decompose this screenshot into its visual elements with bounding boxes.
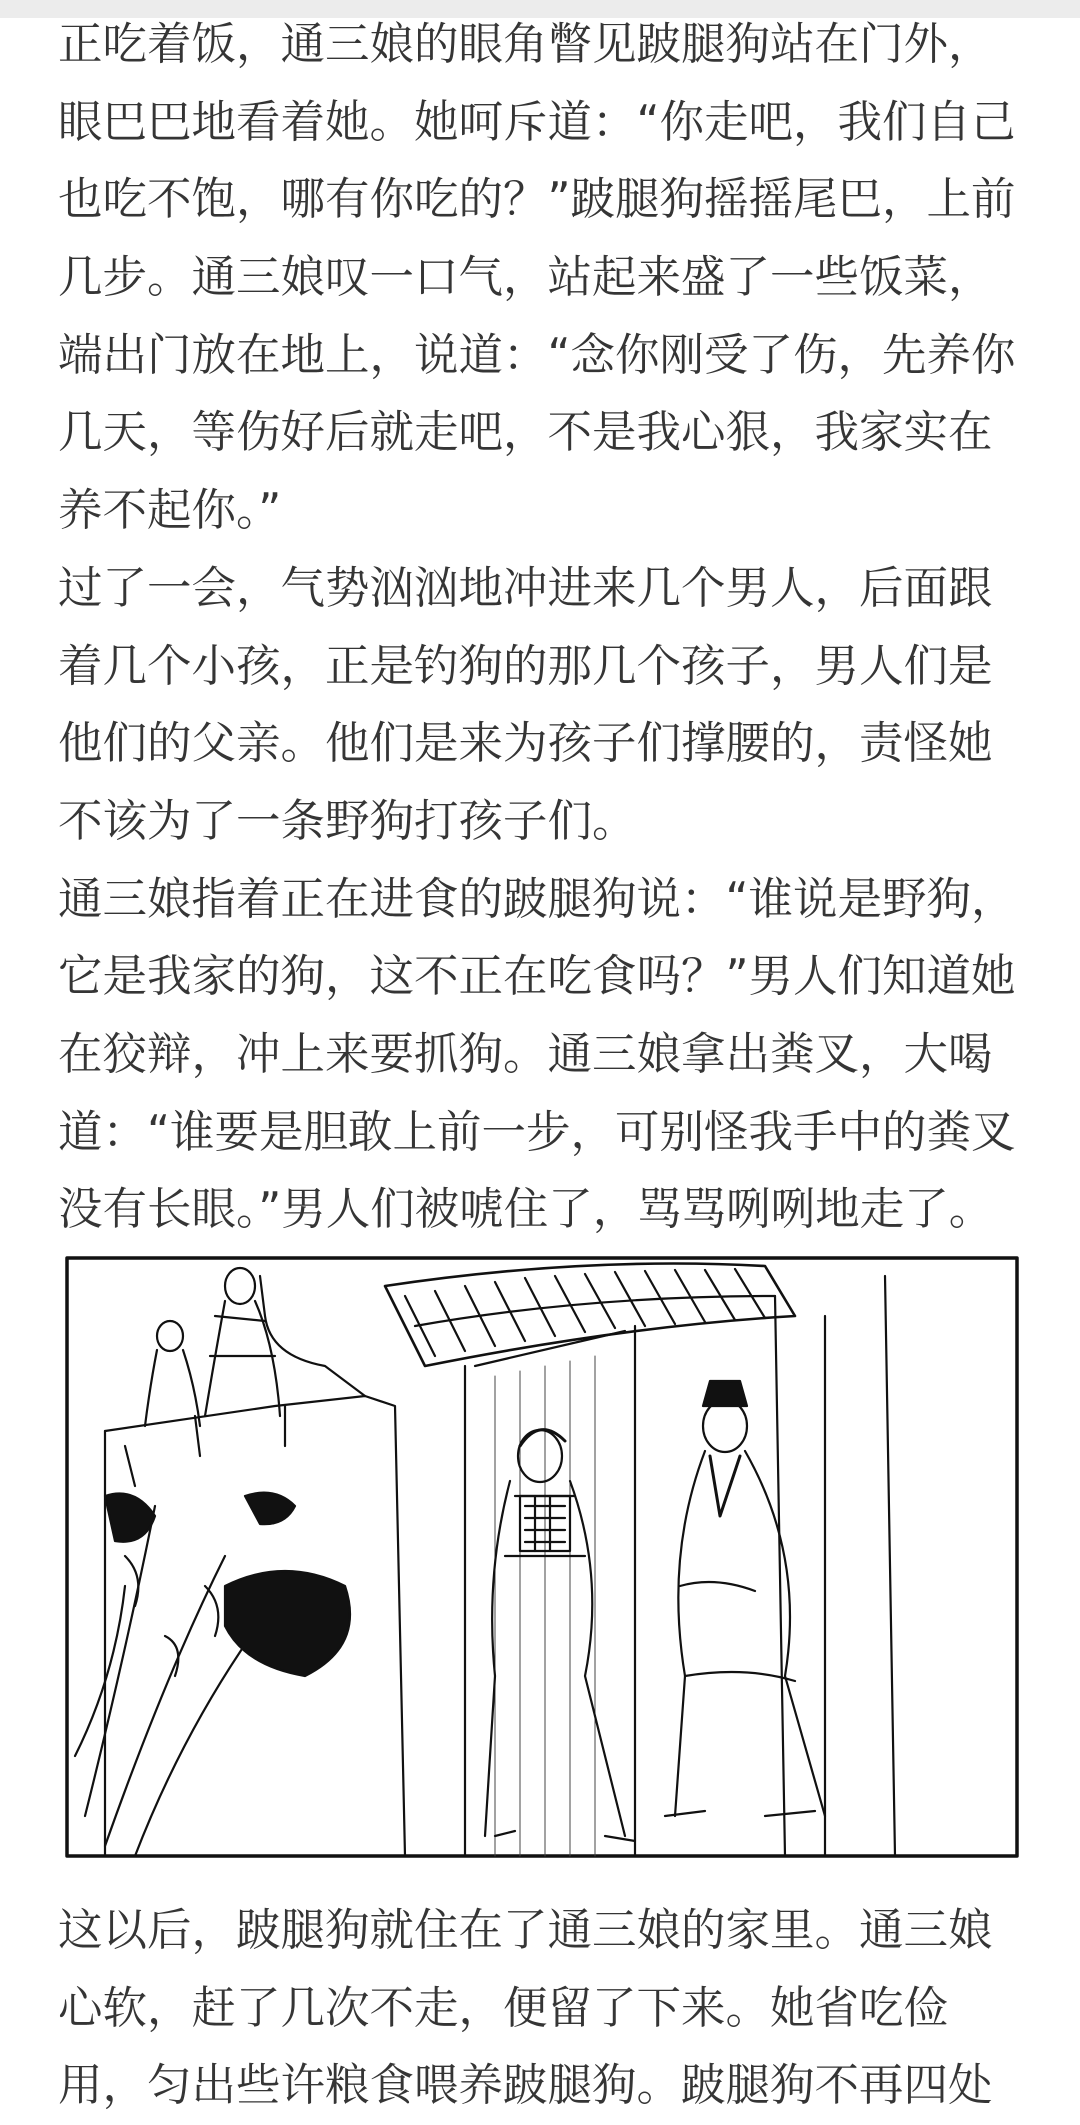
paragraph: [58, 1892, 1048, 2125]
illustration-drawing: [65, 1256, 1021, 1860]
paragraph: [58, 6, 1048, 550]
text-line: 正吃着饭，通三娘的眼角瞥见跛腿狗站在门外，: [58, 19, 993, 70]
text-line: 过了一会，气势汹汹地冲进来几个男人，后面跟: [58, 562, 993, 614]
text-line: 这以后，跛腿狗就住在了通三娘的家里。通三娘: [58, 1905, 993, 1956]
text-line: 着几个小孩，正是钓狗的那几个孩子，男人们是: [58, 640, 993, 692]
text-line: 也吃不饱，哪有你吃的？”跛腿狗摇摇尾巴，上前: [58, 174, 1016, 226]
text-line: 心软，赶了几次不走，便留了下来。她省吃俭: [58, 1982, 949, 2034]
article-body-continued: [58, 1892, 1048, 2125]
paragraph: [58, 550, 1048, 861]
paragraph: [58, 861, 1048, 1249]
text-line: 道：“谁要是胆敢上前一步，可别怪我手中的粪叉: [58, 1106, 1016, 1158]
text-line: 端出门放在地上，说道：“念你刚受了伤，先养你: [58, 329, 1016, 381]
text-line: 通三娘指着正在进食的跛腿狗说：“谁说是野狗，: [58, 873, 1016, 925]
text-line: 眼巴巴地看着她。她呵斥道：“你走吧，我们自己: [58, 96, 1016, 148]
text-line: 用，匀出些许粮食喂养跛腿狗。跛腿狗不再四处: [58, 2060, 993, 2112]
text-line: 几天，等伤好后就走吧，不是我心狠，我家实在: [58, 407, 993, 459]
text-line: 在狡辩，冲上来要抓狗。通三娘拿出粪叉，大喝: [58, 1028, 993, 1080]
text-line: 养不起你。”: [58, 485, 282, 537]
text-line: 不该为了一条野狗打孩子们。: [58, 795, 637, 847]
text-line: 几步。通三娘叹一口气，站起来盛了一些饭菜，: [58, 252, 993, 304]
text-line: 它是我家的狗，这不正在吃食吗？”男人们知道她: [58, 951, 1016, 1003]
text-line: 他们的父亲。他们是来为孩子们撑腰的，责怪她: [58, 718, 993, 770]
article-body: [58, 6, 1048, 1249]
text-line: 没有长眼。”男人们被唬住了，骂骂咧咧地走了。: [58, 1184, 994, 1236]
ink-illustration: [65, 1256, 1021, 1860]
